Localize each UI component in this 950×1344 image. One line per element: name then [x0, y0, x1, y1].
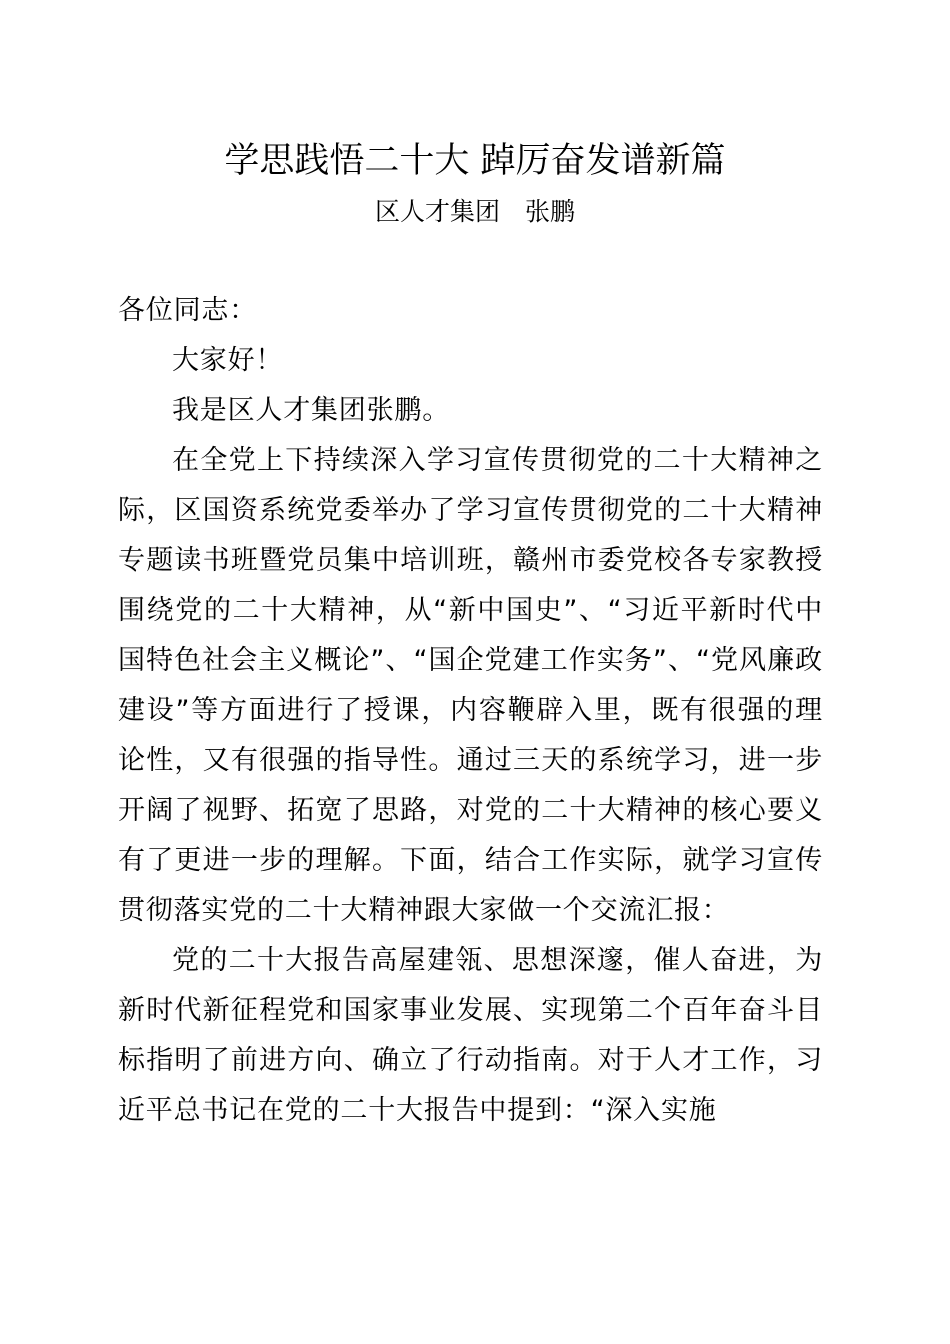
salutation: 各位同志：	[118, 295, 257, 326]
paragraph: 我是区人才集团张鹏。	[172, 395, 450, 426]
paragraph: 党的二十大报告高屋建瓴、思想深邃，催人奋进，为新时代新征程党和国家事业发展、实现第二个百年奋斗目标指明了前进方向、确立了行动指南。对于人才工作，习近平总书记在党的二十大报告中提到：“深入实施	[118, 945, 823, 1126]
author-byline: 区人才集团 张鹏	[374, 197, 575, 226]
paragraph: 大家好！	[172, 345, 284, 376]
document-title: 学思践悟二十大 踔厉奋发谱新篇	[224, 141, 726, 181]
paragraph: 在全党上下持续深入学习宣传贯彻党的二十大精神之际，区国资系统党委举办了学习宣传贯彻党的二十大精神专题读书班暨党员集中培训班，赣州市委党校各专家教授围绕党的二十大精神，从“新中国史”、“习近平新时代中国特色社会主义概论”、“国企党建工作实务”、“党风廉政建设”等方面进行了授课，内容鞭辟入里，既有很强的理论性，又有很强的指导性。通过三天的系统学习，进一步开阔了视野、拓宽了思路，对党的二十大精神的核心要义有了更进一步的理解。下面，结合工作实际，就学习宣传贯彻落实党的二十大精神跟大家做一个交流汇报：	[118, 445, 823, 926]
document-body	[118, 286, 823, 1136]
